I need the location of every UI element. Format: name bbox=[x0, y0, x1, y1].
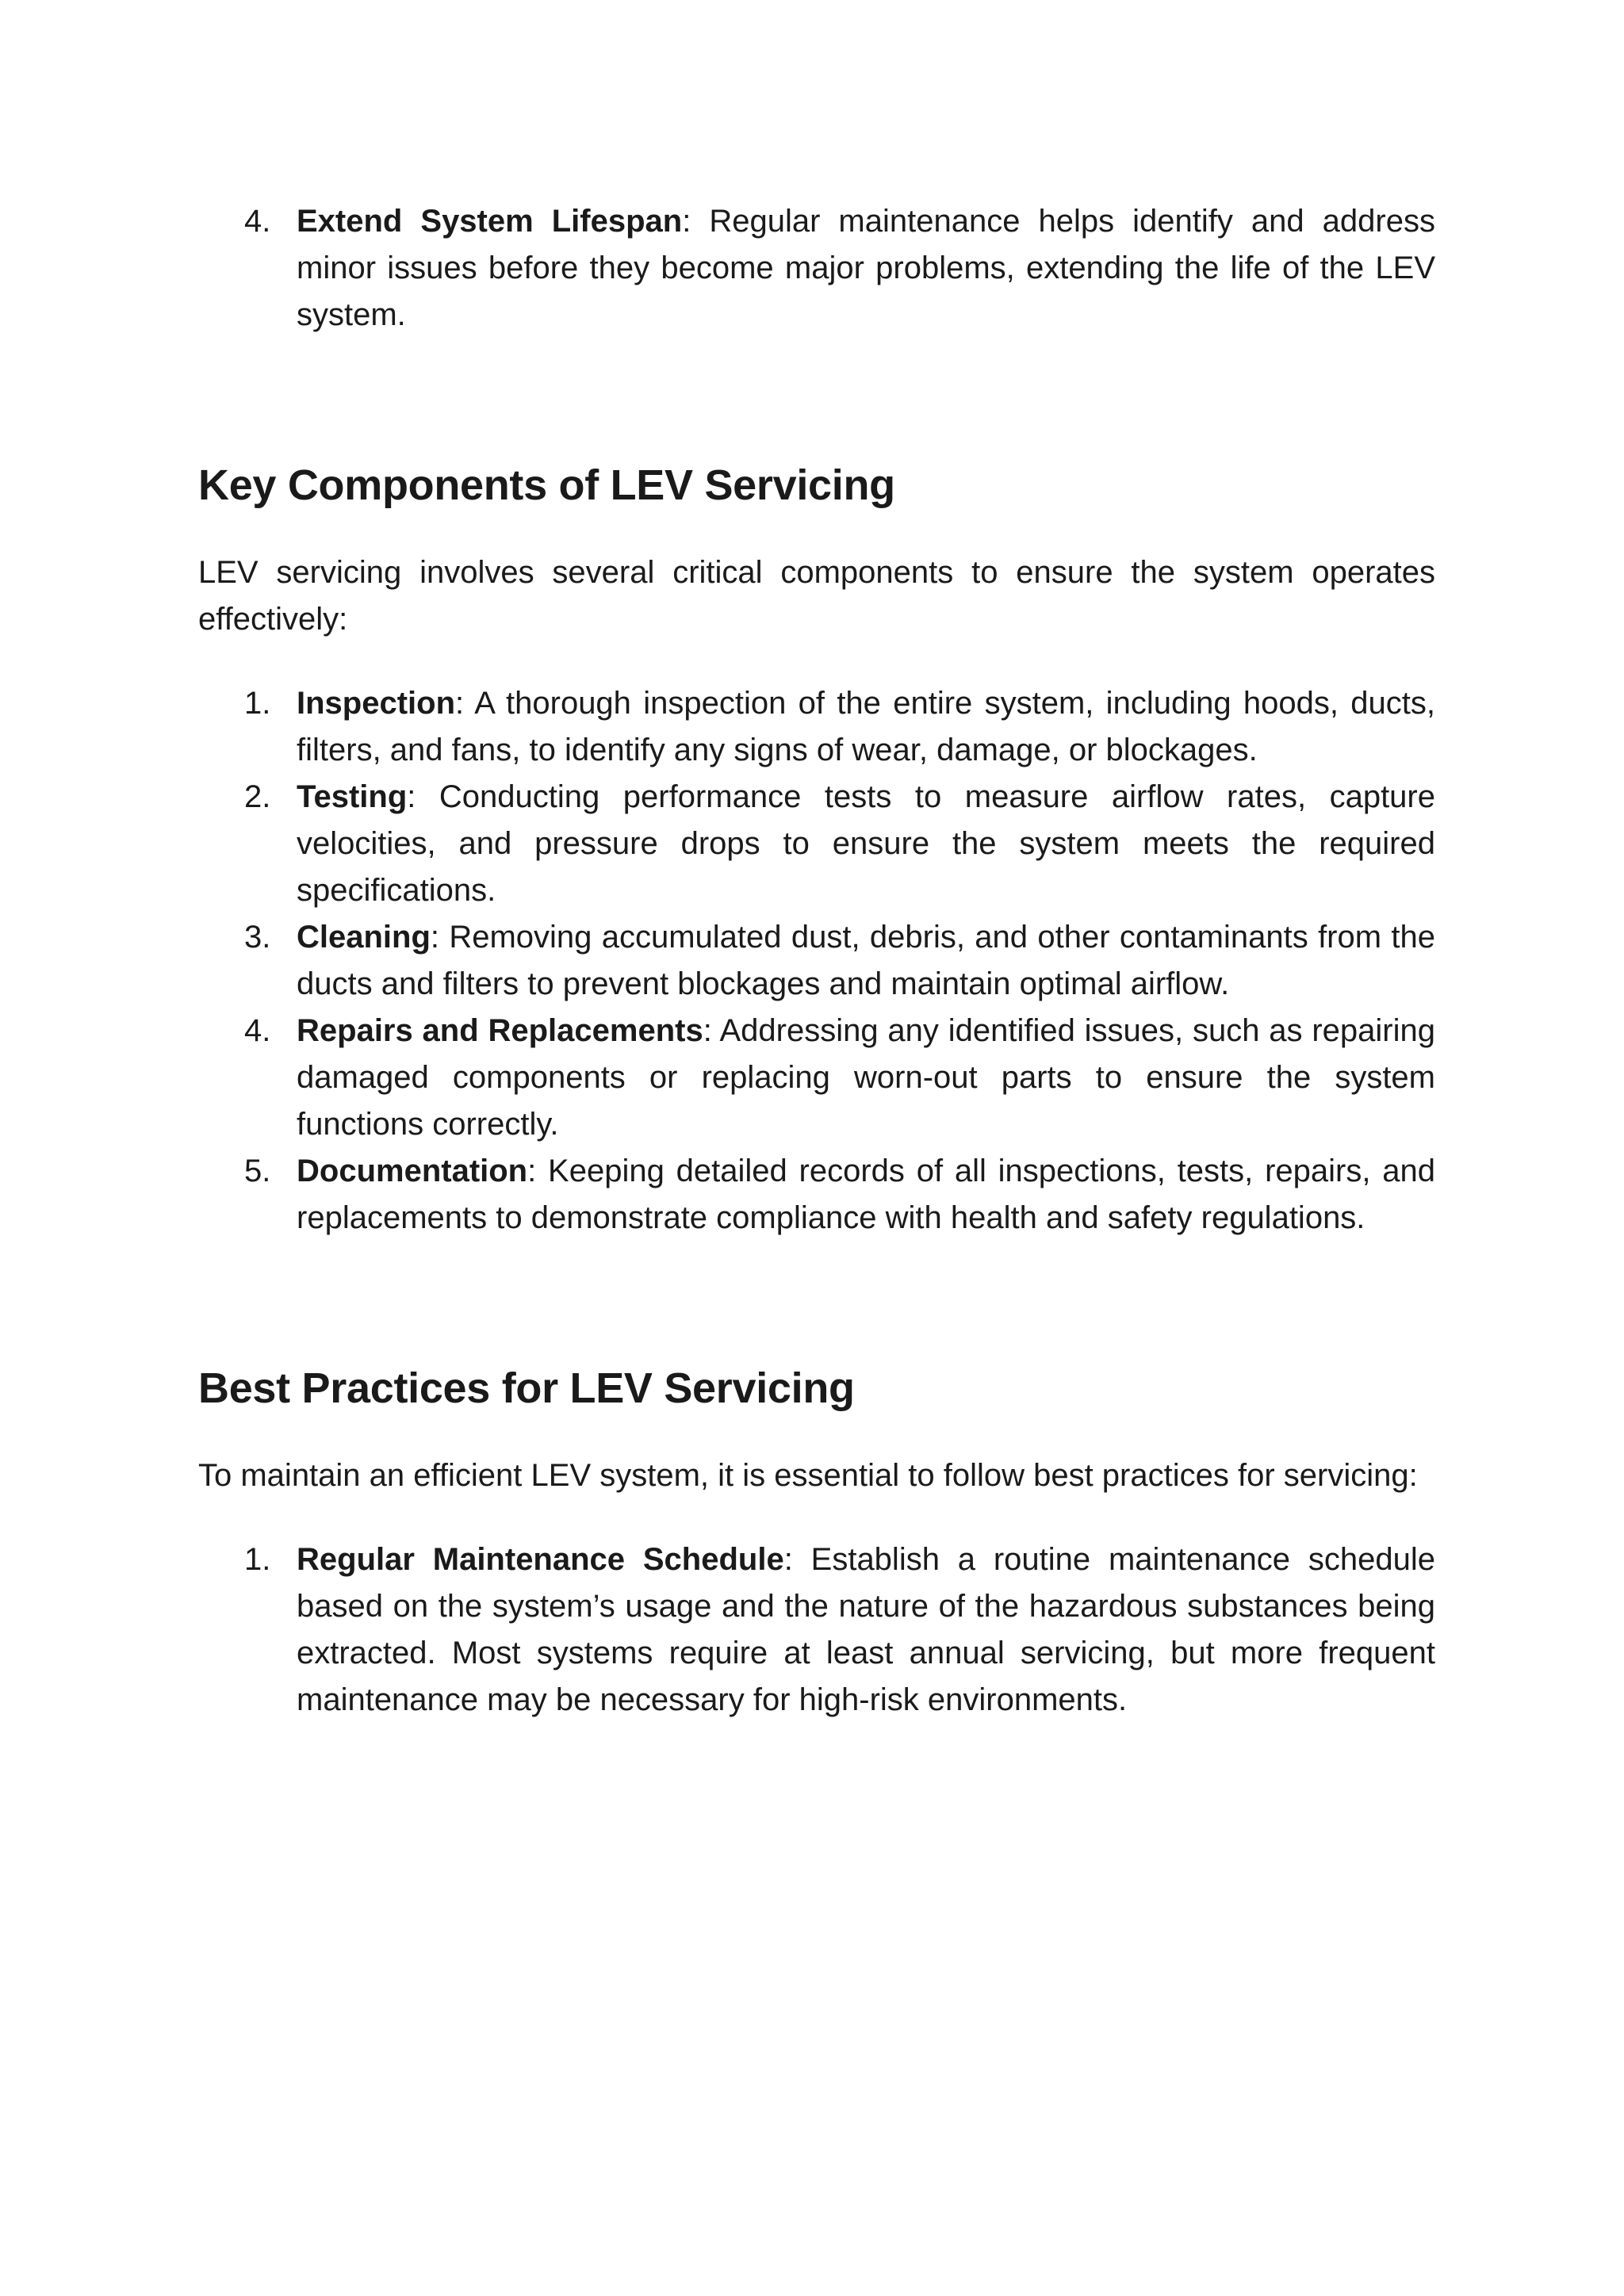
list-item bbox=[198, 1148, 1435, 1242]
list-term: Extend System Lifespan bbox=[297, 204, 683, 239]
list-item bbox=[198, 774, 1435, 914]
section-heading-best-practices: Best Practices for LEV Servicing bbox=[198, 1364, 855, 1412]
list-item bbox=[198, 1536, 1435, 1724]
list-text: : A thorough inspection of the entire system, including hoods, ducts, filters, and fans, to identify any signs of wear, damage, or blockages. bbox=[297, 686, 1435, 767]
section-heading-components: Key Components of LEV Servicing bbox=[198, 461, 895, 509]
components-list bbox=[198, 680, 1435, 1242]
list-item bbox=[198, 198, 1435, 339]
list-number: 1. bbox=[244, 1542, 271, 1577]
list-item bbox=[198, 1008, 1435, 1148]
section-intro-best-practices: To maintain an efficient LEV system, it is essential to follow best practices for servicing: bbox=[198, 1458, 1418, 1493]
intro-list bbox=[198, 198, 1435, 339]
list-text: : Keeping detailed records of all inspections, tests, repairs, and replacements to demonstrate compliance with health and safety regulations. bbox=[297, 1154, 1435, 1235]
list-text: : Conducting performance tests to measure airflow rates, capture velocities, and pressure drops to ensure the system meets the required specifications. bbox=[297, 779, 1435, 908]
list-term: Repairs and Replacements bbox=[297, 1013, 703, 1048]
list-item bbox=[198, 680, 1435, 774]
list-term: Testing bbox=[297, 779, 408, 814]
list-number: 4. bbox=[244, 204, 271, 239]
list-term: Cleaning bbox=[297, 920, 431, 955]
list-text: : Establish a routine maintenance schedule based on the system’s usage and the nature of the hazardous substances being extracted. Most systems require at least annual servicing, but more frequent maintenance may be necessary for high-risk environments. bbox=[297, 1542, 1435, 1717]
list-number: 4. bbox=[244, 1013, 271, 1048]
list-text: : Addressing any identified issues, such as repairing damaged components or replacing worn-out parts to ensure the system functions correctly. bbox=[297, 1013, 1435, 1142]
list-text: : Removing accumulated dust, debris, and other contaminants from the ducts and filters to prevent blockages and maintain optimal airflow. bbox=[297, 920, 1435, 1001]
best-practices-list bbox=[198, 1536, 1435, 1724]
section-intro-components: LEV servicing involves several critical components to ensure the system operates effectively: bbox=[198, 555, 1435, 637]
list-number: 2. bbox=[244, 779, 271, 814]
list-number: 5. bbox=[244, 1154, 271, 1188]
list-number: 3. bbox=[244, 920, 271, 955]
list-term: Regular Maintenance Schedule bbox=[297, 1542, 784, 1577]
list-item bbox=[198, 914, 1435, 1008]
list-term: Inspection bbox=[297, 686, 456, 721]
list-term: Documentation bbox=[297, 1154, 528, 1188]
list-number: 1. bbox=[244, 686, 271, 721]
list-text: : Regular maintenance helps identify and address minor issues before they become major problems, extending the life of the LEV system. bbox=[297, 204, 1435, 332]
document-content bbox=[198, 198, 1435, 1724]
